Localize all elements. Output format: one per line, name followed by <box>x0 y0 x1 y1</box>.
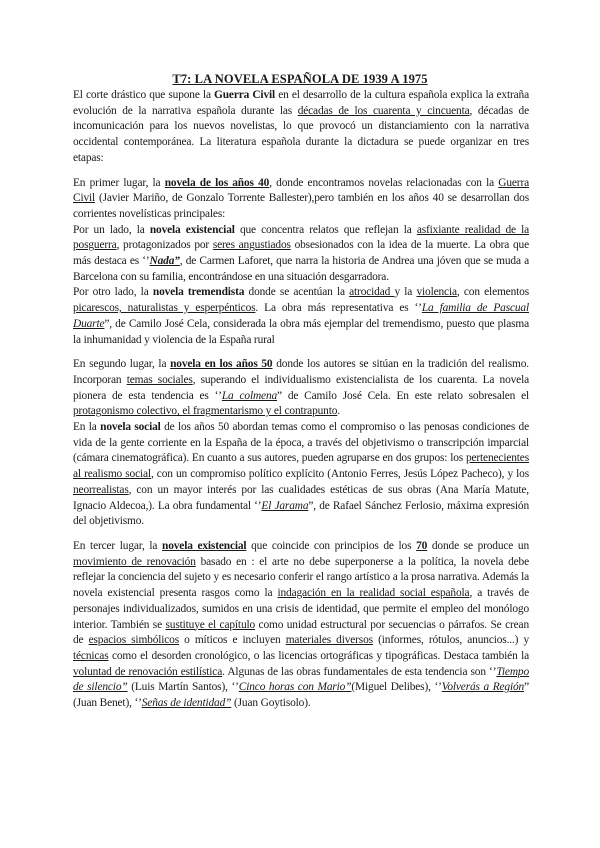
underlined-term: voluntad de renovación estilística <box>73 665 223 678</box>
bold-term: novela tremendista <box>152 286 245 299</box>
section-70s-paragraph <box>73 539 529 712</box>
section-40s-paragraph <box>73 176 529 223</box>
text: En la <box>73 421 101 434</box>
underlined-term: espacios simbólicos <box>88 634 180 647</box>
text: ” (Juan Benet), ‘’ <box>73 681 529 710</box>
underlined-term: asfixiante realidad de la posguerra <box>73 223 530 252</box>
book-title: Nada” <box>149 255 180 268</box>
text: . Algunas de las obras fundamentales de esta tendencia son ‘’ <box>222 665 497 678</box>
text: . <box>337 405 340 418</box>
book-title: Cinco horas con Mario” <box>238 681 352 694</box>
bold-term: novela existencial <box>149 223 235 236</box>
text: que concentra relatos que reflejan la <box>234 223 417 236</box>
text: , décadas de incomunicación para los nuevos novelistas, lo que provocó un distanciamiento con la narrativa occidental contemporánea. La literatura española durante la dictadura se puede organizar en tres etapas: <box>73 104 529 164</box>
text: , con un mayor interés por las cualidades estéticas de sus obras (Ana María Matute, Ignacio Aldecoa,). La obra fundamental ‘’ <box>73 483 529 512</box>
section-heading-term: novela de los años 40 <box>164 176 270 189</box>
text: , a través de personajes individualizados, sumidos en una crisis de identidad, que permite el empleo del monólogo interior. También se <box>73 587 529 631</box>
page-title: T7: LA NOVELA ESPAÑOLA DE 1939 A 1975 <box>172 72 428 86</box>
text: (Javier Mariño, de Gonzalo Torrente Ballester),pero también en los años 40 se desarrollan dos corrientes novelísticas principales: <box>73 192 529 220</box>
underlined-term: sustituye el capítulo <box>165 618 256 631</box>
underlined-term: atrocidad <box>349 286 395 299</box>
underlined-term: neorrealistas <box>73 483 129 496</box>
document-body <box>73 88 529 712</box>
text: En segundo lugar, la <box>73 358 171 371</box>
underlined-term: protagonismo colectivo, el fragmentarismo y el contrapunto <box>73 405 338 418</box>
text: , con elementos <box>456 286 529 299</box>
bold-term: novela social <box>100 421 161 434</box>
text: que coincide con principios de los <box>246 539 417 552</box>
section-heading-term: novela en los años 50 <box>170 358 273 371</box>
underlined-term: Guerra Civil <box>73 176 530 205</box>
text: de los años 50 abordan temas como el compromiso o las penosas condiciones de vida de la gente corriente en la España de la época, a través del objetivismo o transcripción imparcial (cámara cinematográfica). En cuanto a sus autores, pueden agruparse en dos grupos: los <box>73 421 529 465</box>
tremendista-novel-paragraph <box>73 285 529 348</box>
text: , donde encontramos novelas relacionadas con la <box>269 176 499 189</box>
text: o míticos e incluyen <box>179 634 286 647</box>
text: (Miguel Delibes), ‘’ <box>351 681 442 694</box>
text: En primer lugar, la <box>73 176 165 189</box>
text: Por un lado, la <box>73 223 150 236</box>
text: El corte drástico que supone la <box>73 89 215 101</box>
underlined-term: seres angustiados <box>212 239 291 252</box>
bold-term: 70 <box>416 539 428 552</box>
book-title: La familia de Pascual Duarte <box>73 302 529 330</box>
text: (informes, rótulos, anuncios...) y <box>372 634 529 647</box>
text: donde los autores se sitúan en la tradición del realismo. Incorporan <box>73 358 529 386</box>
underlined-term: técnicas <box>73 649 109 662</box>
text: (Luis Martín Santos), ‘’ <box>127 681 239 694</box>
book-title: El Jarama <box>261 499 309 512</box>
text: como el desorden cronológico, o las licencias ortográficas y tipográficas. Destaca también la <box>108 649 529 662</box>
social-novel-paragraph <box>73 420 529 530</box>
underlined-term: temas sociales <box>126 373 193 386</box>
book-title: La colmena <box>221 389 278 402</box>
bold-term: Guerra Civil <box>214 89 276 101</box>
text: (Juan Goytisolo). <box>231 697 311 710</box>
text: como unidad estructural por secuencias o párrafos. Se crean de <box>73 618 529 647</box>
text: ”, de Rafael Sánchez Ferlosio, máxima expresión del objetivismo. <box>73 499 530 528</box>
text: y la <box>394 286 417 299</box>
underlined-term: movimiento de renovación <box>73 555 196 568</box>
underlined-term: violencia <box>416 286 457 299</box>
text: En tercer lugar, la <box>73 539 163 552</box>
text: basado en : el arte no debe superponerse a la política, la novela debe reflejar la conciencia del sujeto y es necesario conferir el rango artístico a la prosa narrativa. Además la novela existencial presenta rasgos como la <box>73 555 529 600</box>
text: en el desarrollo de la cultura española explica la extraña evolución de la narrativa española durante las <box>73 89 529 117</box>
text: , con un compromiso político explícito (Antonio Ferres, Jesús López Pacheco), y los <box>150 468 529 481</box>
underlined-term: pertenecientes al realismo social <box>73 452 529 481</box>
section-50s-paragraph <box>73 357 529 420</box>
text: , de Carmen Laforet, que narra la historia de Andrea una jóven que se muda a Barcelona con su familia, encontrándose en una situación desgarradora. <box>73 255 529 283</box>
text: Por otro lado, la <box>73 286 153 299</box>
text: ” de Camilo José Cela. En este relato sobresalen el <box>277 389 530 402</box>
text: donde se produce un <box>427 539 530 552</box>
underlined-term: picarescos, naturalistas y esperpénticos <box>73 302 256 315</box>
underlined-term: décadas de los cuarenta y cincuenta <box>297 104 470 117</box>
intro-paragraph <box>73 88 529 167</box>
text: , protagonizados por <box>116 239 213 252</box>
text: ”, de Camilo José Cela, considerada la obra más ejemplar del tremendismo, puesto que plasma la inhumanidad y violencia de la España rural <box>73 317 529 346</box>
text: , superando el individualismo existencialista de los cuarenta. La novela pionera de esta tendencia es ‘’ <box>73 373 530 402</box>
section-heading-term: novela existencial <box>162 539 247 552</box>
underlined-term: materiales diversos <box>285 634 373 647</box>
text: donde se acentúan la <box>244 286 350 299</box>
text: . La obra más representativa es ‘’ <box>255 302 422 315</box>
book-title: Señas de identidad” <box>141 697 232 710</box>
book-title: Tiempo de silencio” <box>73 665 530 694</box>
text: obsesionados con la idea de la muerte. La obra que más destaca es ‘’ <box>73 239 529 268</box>
existential-novel-paragraph <box>73 223 529 286</box>
underlined-term: indagación en la realidad social española <box>277 587 470 600</box>
book-title: Volverás a Región <box>441 681 525 694</box>
